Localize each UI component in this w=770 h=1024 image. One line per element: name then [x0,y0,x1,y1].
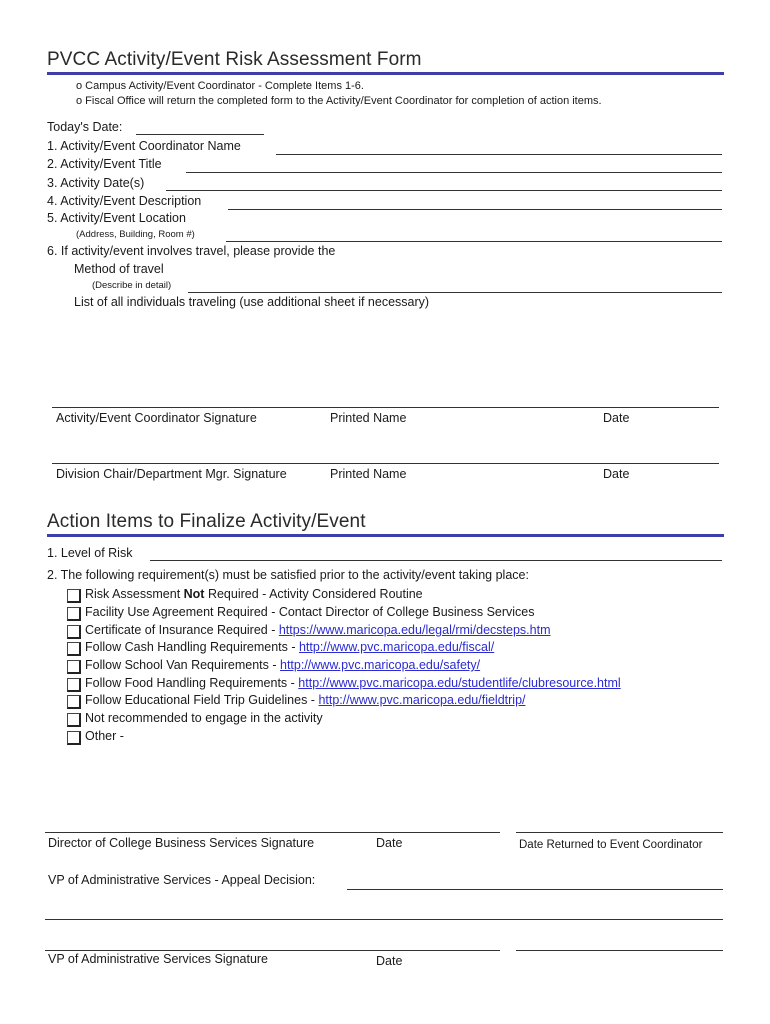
event-dates-label: 3. Activity Date(s) [47,176,145,190]
travel-method-label: Method of travel [74,262,164,276]
checkbox-school-van[interactable] [67,660,81,674]
date-returned-label: Date Returned to Event Coordinator [519,839,703,851]
event-title-label: 2. Activity/Event Title [47,157,162,171]
safety-link[interactable]: http://www.pvc.maricopa.edu/safety/ [280,658,481,672]
vp-appeal-label: VP of Administrative Services - Appeal Decision: [48,873,316,887]
vp-date-label: Date [376,954,403,968]
checklist-item-field-trip: Follow Educational Field Trip Guidelines - http://www.pvc.maricopa.edu/fieldtrip/ [85,693,526,707]
checkbox-cash-handling[interactable] [67,642,81,656]
director-signature-line[interactable] [45,832,500,833]
checklist-item-cash-handling: Follow Cash Handling Requirements - http://www.pvc.maricopa.edu/fiscal/ [85,640,495,654]
checkbox-not-required[interactable] [67,589,81,603]
checklist-item-other: Other - [85,729,124,743]
checklist-item-not-required: Risk Assessment Not Required - Activity Considered Routine [85,587,423,601]
page-title: PVCC Activity/Event Risk Assessment Form [47,49,422,70]
event-title-field[interactable] [186,172,722,173]
chair-signature-label: Division Chair/Department Mgr. Signature [56,467,287,481]
vp-appeal-field[interactable] [347,889,723,890]
instruction-2: o Fiscal Office will return the completed form to the Activity/Event Coordinator for completion of action items. [76,95,602,107]
travel-method-hint: (Describe in detail) [92,280,172,291]
event-description-label: 4. Activity/Event Description [47,194,202,208]
checkbox-other[interactable] [67,731,81,745]
date-returned-line[interactable] [516,832,723,833]
printed-name-label-1: Printed Name [330,411,407,425]
section-title-action-items: Action Items to Finalize Activity/Event [47,511,366,532]
level-of-risk-label: 1. Level of Risk [47,546,133,560]
instruction-1: o Campus Activity/Event Coordinator - Complete Items 1-6. [76,80,364,92]
checkbox-not-recommended[interactable] [67,713,81,727]
requirements-intro: 2. The following requirement(s) must be satisfied prior to the activity/event taking place: [47,568,529,582]
level-of-risk-field[interactable] [150,560,722,561]
director-signature-label: Director of College Business Services Signature [48,836,315,850]
checklist-item-not-recommended: Not recommended to engage in the activity [85,711,323,725]
travel-method-field[interactable] [188,292,722,293]
coordinator-name-field[interactable] [276,154,722,155]
checkbox-insurance[interactable] [67,625,81,639]
title-rule [47,72,724,75]
coordinator-name-label: 1. Activity/Event Coordinator Name [47,139,241,153]
event-location-label: 5. Activity/Event Location [47,211,186,225]
location-hint: (Address, Building, Room #) [76,229,195,240]
checklist-item-facility-use: Facility Use Agreement Required - Contact Director of College Business Services [85,605,535,619]
vp-signature-label: VP of Administrative Services Signature [48,952,269,966]
fiscal-link[interactable]: http://www.pvc.maricopa.edu/fiscal/ [298,640,495,654]
todays-date-label: Today's Date: [47,120,123,134]
travel-intro: 6. If activity/event involves travel, please provide the [47,244,336,258]
event-description-field[interactable] [228,209,722,210]
printed-name-label-2: Printed Name [330,467,407,481]
event-location-field[interactable] [226,241,722,242]
club-resource-link[interactable]: http://www.pvc.maricopa.edu/studentlife/clubresource.html [298,676,621,690]
field-trip-link[interactable]: http://www.pvc.maricopa.edu/fieldtrip/ [318,693,526,707]
checkbox-field-trip[interactable] [67,695,81,709]
todays-date-field[interactable] [136,134,264,135]
checklist-item-school-van: Follow School Van Requirements - http://www.pvc.maricopa.edu/safety/ [85,658,481,672]
chair-signature-line[interactable] [52,463,719,464]
director-date-label: Date [376,836,403,850]
section-rule [47,534,724,537]
vp-appeal-field-2[interactable] [45,919,723,920]
travel-list-label: List of all individuals traveling (use additional sheet if necessary) [74,295,430,309]
checklist-item-food-handling: Follow Food Handling Requirements - http://www.pvc.maricopa.edu/studentlife/clubresource.html [85,676,621,690]
coordinator-signature-line[interactable] [52,407,719,408]
checkbox-food-handling[interactable] [67,678,81,692]
coordinator-signature-label: Activity/Event Coordinator Signature [56,411,257,425]
event-dates-field[interactable] [166,190,722,191]
vp-date-line[interactable] [516,950,723,951]
checkbox-facility-use[interactable] [67,607,81,621]
vp-signature-line[interactable] [45,950,500,951]
date-label-2: Date [603,467,630,481]
insurance-link[interactable]: https://www.maricopa.edu/legal/rmi/decsteps.htm [278,623,551,637]
checklist-item-insurance: Certificate of Insurance Required - https://www.maricopa.edu/legal/rmi/decsteps.htm [85,623,551,637]
date-label-1: Date [603,411,630,425]
